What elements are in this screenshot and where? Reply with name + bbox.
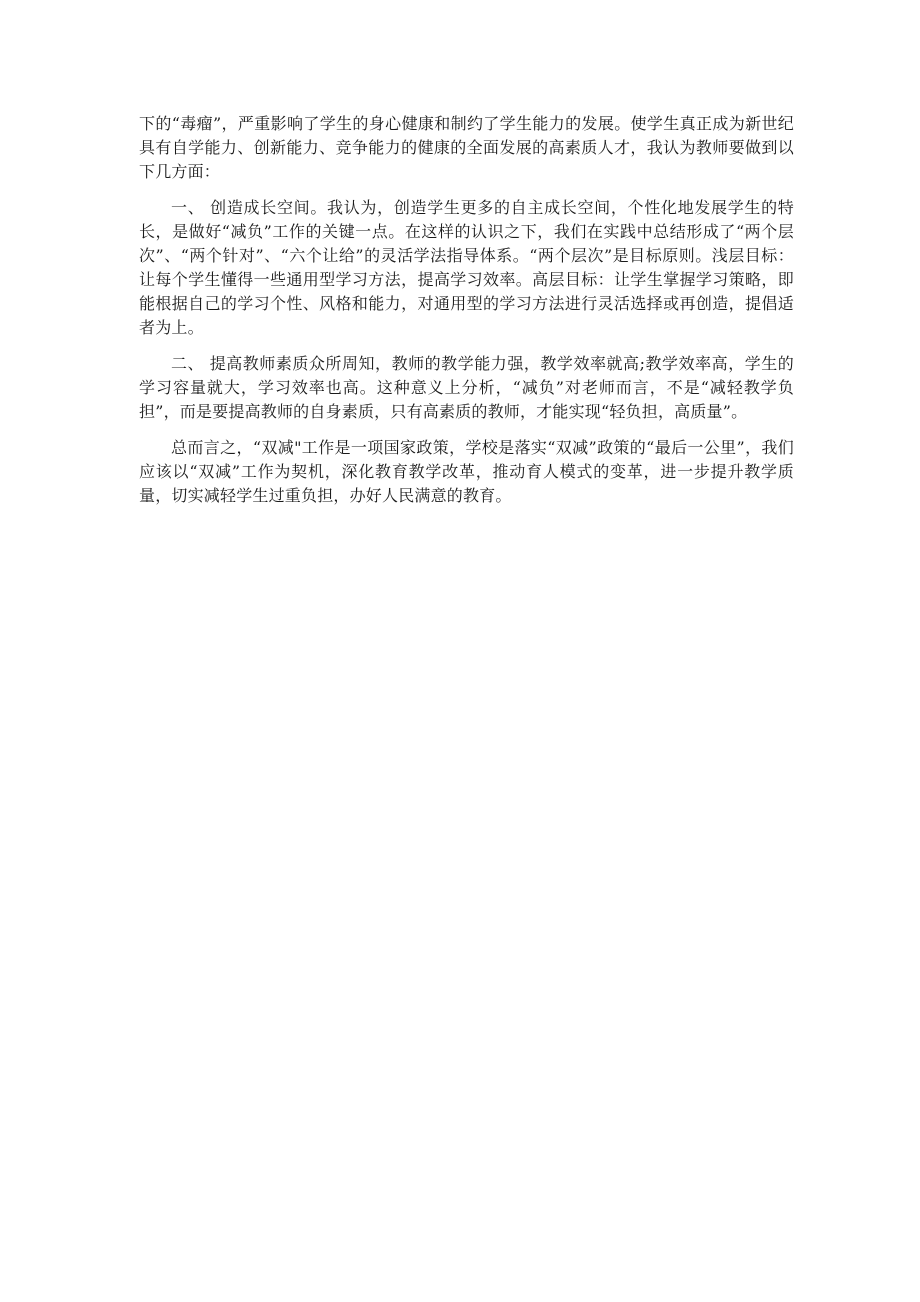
paragraph-conclusion: 总而言之，“双减"工作是一项国家政策，学校是落实“双减”政策的“最后一公里”，我们应该以“双减”工作为契机，深化教育教学改革，推动育人模式的变革，进一步提升教学质量，切实减轻学生过重负担，办好人民满意的教育。 xyxy=(139,438,794,505)
paragraph-intro: 下的“毒瘤”，严重影响了学生的身心健康和制约了学生能力的发展。使学生真正成为新世纪具有自学能力、创新能力、竞争能力的健康的全面发展的高素质人才，我认为教师要做到以下几方面： xyxy=(139,114,794,181)
paragraph-point-2: 二、 提高教师素质众所周知，教师的教学能力强，教学效率就高;教学效率高，学生的学习容量就大，学习效率也高。这种意义上分析，“减负”对老师而言，不是“减轻教学负担”，而是要提高教师的自身素质，只有高素质的教师，才能实现“轻负担，高质量”。 xyxy=(139,354,794,421)
paragraph-point-1: 一、 创造成长空间。我认为，创造学生更多的自主成长空间，个性化地发展学生的特长，是做好“减负”工作的关键一点。在这样的认识之下，我们在实践中总结形成了“两个层次”、“两个针对”、“六个让给”的灵活学法指导体系。“两个层次”是目标原则。浅层目标：让每个学生懂得一些通用型学习方法，提高学习效率。高层目标：让学生掌握学习策略，即能根据自己的学习个性、风格和能力，对通用型的学习方法进行灵活选择或再创造，提倡适者为上。 xyxy=(139,198,794,337)
document-body xyxy=(139,112,794,520)
